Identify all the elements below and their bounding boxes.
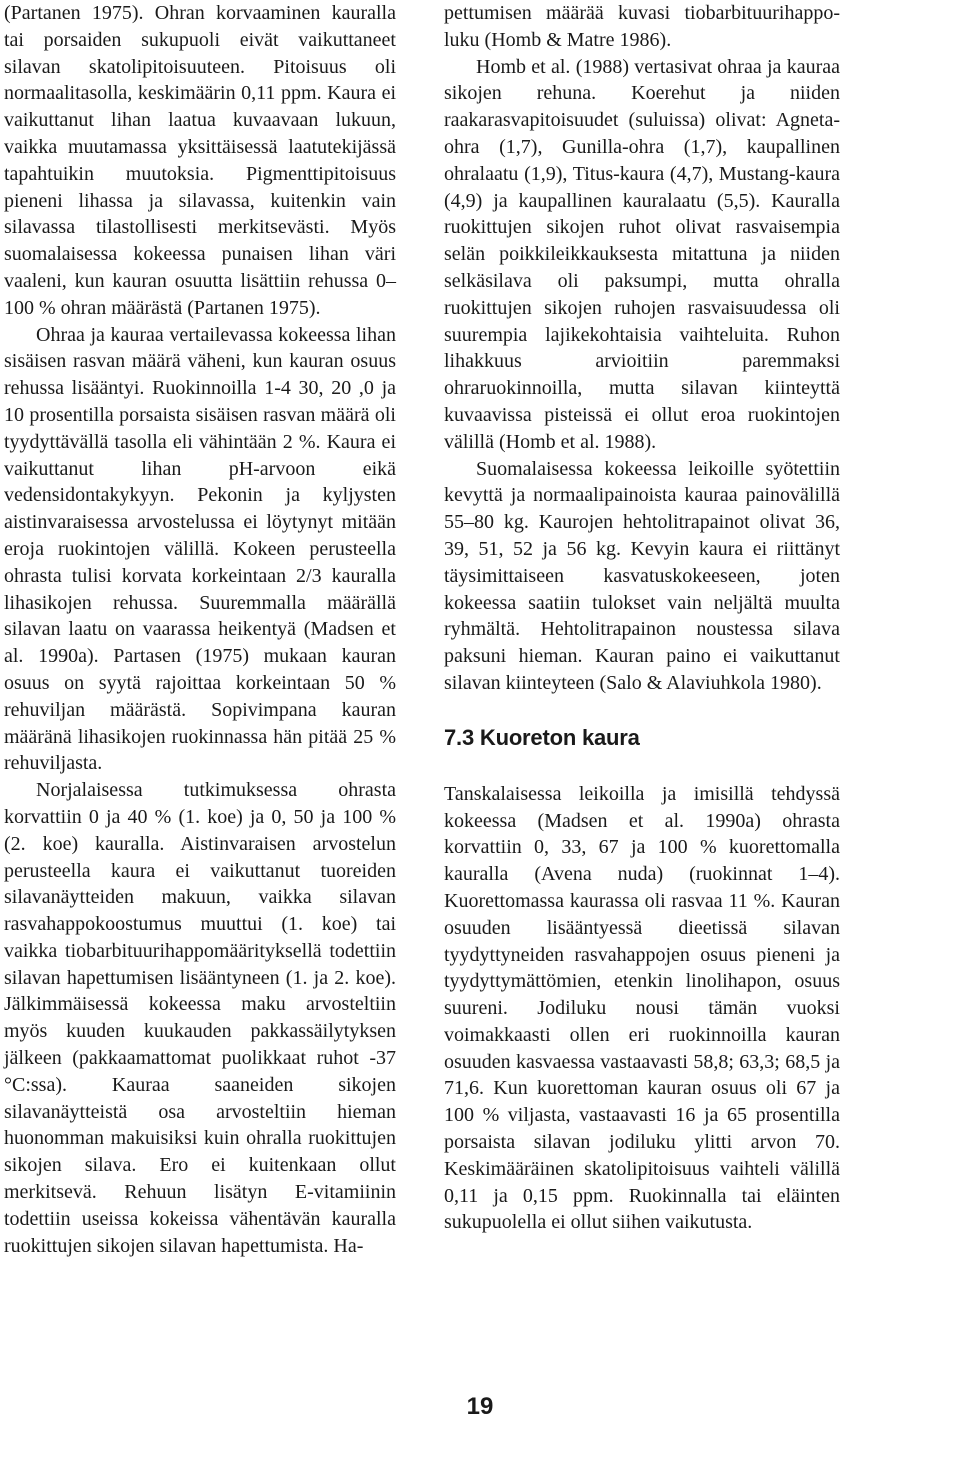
paragraph: (Partanen 1975). Ohran korvaaminen kauralla tai porsaiden sukupuoli eivät vaikuttaneet silavan skatolipitoisuuteen. Pitoisuus oli normaalitasolla, keskimäärin 0,11 ppm. Kaura ei vaikuttanut lihan laatua kuvaavaan lukuun, vaikka muutamassa yksittäisessä laatutekijässä tapahtuikin muutoksia. Pigmenttipitoisuus pieneni lihassa ja silavassa, kuitenkin vain silavassa tilastollisesti merkitsevästi. Myös suomalaisessa kokeessa punaisen lihan väri vaaleni, kun kauran osuutta lisättiin rehussa 0–100 % ohran määrästä (Partanen 1975). (4, 2, 396, 319)
paragraph: Ohraa ja kauraa vertailevassa kokeessa lihan sisäisen rasvan määrä väheni, kun kauran osuus rehussa lisääntyi. Ruokinnoilla 1-4 30, 20 ,0 ja 10 prosentilla porsaista sisäisen rasvan määrä oli tyydyttävällä tasolla eli vähintään 2 %. Kaura ei vaikuttanut lihan pH-arvoon eikä vedensidontakykyyn. Pekonin ja kyljysten aistinvaraisessa arvostelussa ei löytynyt mitään eroja ruokintojen välillä. Kokeen perusteella ohrasta tulisi korvata korkeintaan 2/3 kauralla lihasikojen rehussa. Suuremmalla määrällä silavan laatu on vaarassa heikentyä (Madsen et al. 1990a). Partasen (1975) mukaan kauran osuus on syytä rajoittaa korkeintaan 50 % rehuviljan määrästä. Sopivimpana kauran määränä lihasikojen ruokinnassa hän pitää 25 % rehuviljasta. (4, 323, 396, 775)
paragraph: Suomalaisessa kokeessa leikoille syötettiin kevyttä ja normaalipainoista kauraa painovälillä 55–80 kg. Kaurojen hehtolitrapainot olivat 36, 39, 51, 52 ja 56 kg. Kevyin kaura ei riittänyt täysimittaiseen kasvatuskokeeseen, joten kokeessa saatiin tulokset vain neljältä muulta ryhmältä. Hehtolitrapainon noustessa silava paksuni hieman. Kauran paino ei vaikuttanut silavan kiinteyteen (Salo & Alaviuhkola 1980). (444, 457, 840, 694)
left-column (4, 0, 396, 1259)
paragraph: Homb et al. (1988) vertasivat ohraa ja kauraa sikojen rehuna. Koerehut ja niiden raakarasvapitoisuudet (suluissa) olivat: Agneta-ohra (1,7), Gunilla-ohra (1,7), kaupallinen ohralaatu (1,9), Titus-kaura (4,7), Mustang-kaura (4,9) ja kaupallinen kauralaatu (5,5). Kauralla ruokittujen sikojen ruhot olivat rasvaisempia selän poikkileikkauksesta mitattuna ja niiden selkäsilava oli paksumpi, mutta ohralla ruokittujen sikojen ruhojen rasvaisuudessa oli suurempia lajikekohtaisia vaihteluita. Ruhon lihakkuus arvioitiin paremmaksi ohraruokinnoilla, mutta silavan kiinteyttä kuvaavissa pisteissä ei ollut eroa ruokintojen välillä (Homb et al. 1988). (444, 55, 840, 453)
paragraph: Norjalaisessa tutkimuksessa ohrasta korvattiin 0 ja 40 % (1. koe) ja 0, 50 ja 100 % (2. koe) kauralla. Aistinvaraisen arvostelun perusteella kaura ei vaikuttanut tuoreiden silavanäytteiden makuun, vaikka silavan rasvahappokoostumus muuttui (1. koe) tai vaikka tiobarbituurihappomäärityksellä todettiin silavan hapettumisen lisääntyneen (1. ja 2. koe). Jälkimmäisessä kokeessa maku arvosteltiin myös kuuden kuukauden pakkassäilytyksen jälkeen (pakkaamattomat puolikkaat ruhot -37 °C:ssa). Kauraa saaneiden sikojen silavanäytteistä osa arvosteltiin hieman huonomman makuisiksi kuin ohralla ruokittujen sikojen silava. Ero ei kuitenkaan ollut merkitsevä. Rehuun lisätyn E-vitamiinin todettiin useissa kokeissa vähentävän kauralla ruokittujen sikojen silavan hapettumista. Ha- (4, 779, 396, 1257)
right-column (444, 0, 840, 1236)
paragraph: Tanskalaisessa leikoilla ja imisillä tehdyssä kokeessa (Madsen et al. 1990a) ohrasta korvattiin 0, 33, 67 ja 100 % kuorettomalla kauralla (Avena nuda) (ruokinnat 1–4). Kuorettomassa kaurassa oli rasvaa 11 %. Kauran osuuden lisääntyessä dieetissä silavan tyydyttyneiden rasvahappojen osuus pieneni ja tyydyttymättömien, etenkin linolihapon, osuus suureni. Jodiluku nousi tämän vuoksi voimakkaasti ollen eri ruokinnoilla kauran osuuden kasvaessa vastaavasti 58,8; 63,3; 68,5 ja 71,6. Kun kuorettoman kauran osuus oli 67 ja 100 % viljasta, vastaavasti 16 ja 65 prosentilla porsaista silavan jodiluku ylitti arvon 70. Keskimääräinen skatolipitoisuus vaihteli välillä 0,11 ja 0,15 ppm. Ruokinnalla tai eläinten sukupuolella ei ollut siihen vaikutusta. (444, 782, 840, 1234)
paragraph: pettumisen määrää kuvasi tiobarbituurihappo-luku (Homb & Matre 1986). (444, 2, 840, 51)
page-number: 19 (466, 1393, 494, 1420)
section-heading: 7.3 Kuoreton kaura (444, 724, 640, 750)
